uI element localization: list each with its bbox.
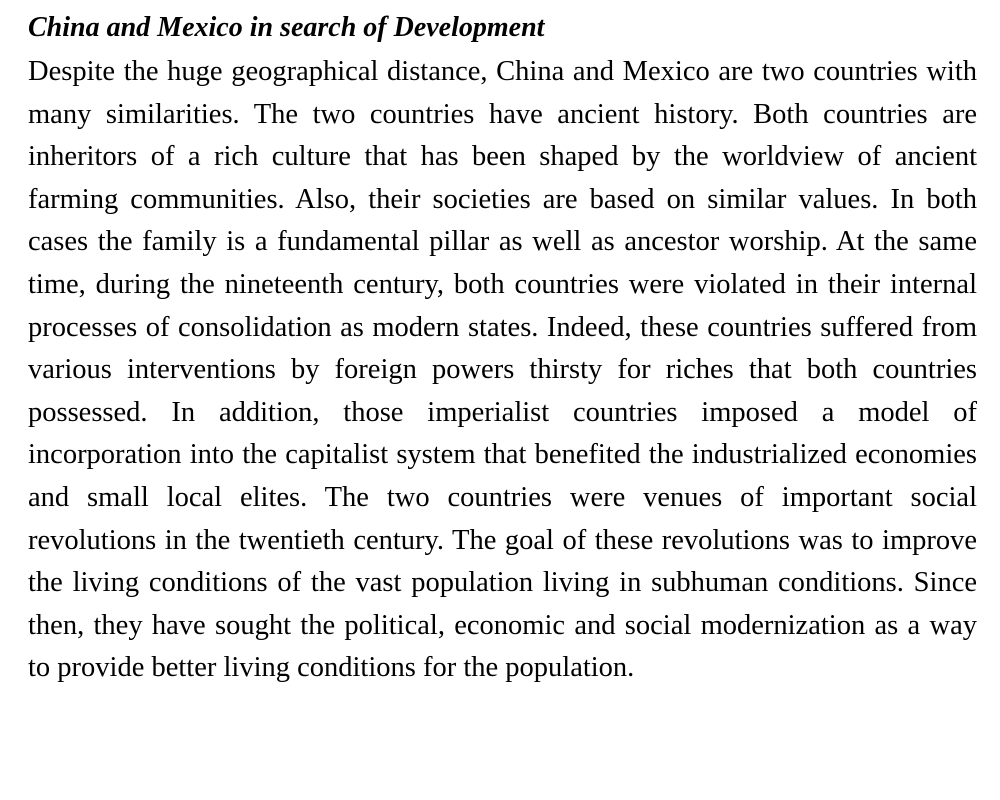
body-paragraph: Despite the huge geographical distance, China and Mexico are two countries with many similarities. The two countries have ancient history. Both countries are inheritors of a rich culture that has been shaped by the worldview of ancient farming communities. Also, their societies are based on similar values. In both cases the family is a fundamental pillar as well as ancestor worship. At the same time, during the nineteenth century, both countries were violated in their internal processes of consolidation as modern states. Indeed, these countries suffered from various interventions by foreign powers thirsty for riches that both countries possessed. In addition, those imperialist countries imposed a model of incorporation into the capitalist system that benefited the industrialized economies and small local elites. The two countries were venues of important social revolutions in the twentieth century. The goal of these revolutions was to improve the living conditions of the vast population living in subhuman conditions. Since then, they have sought the political, economic and social modernization as a way to provide better living conditions for the population. <box>28 56 977 684</box>
document-page <box>28 0 977 690</box>
section-title: China and Mexico in search of Development <box>28 12 545 43</box>
